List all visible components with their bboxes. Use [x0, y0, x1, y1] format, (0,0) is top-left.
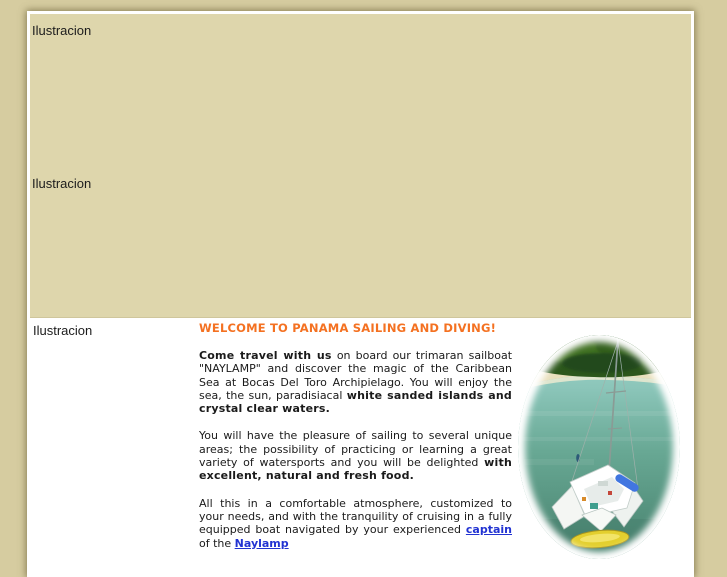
captain-link[interactable]: captain	[465, 523, 512, 537]
naylamp-link[interactable]: Naylamp	[234, 536, 289, 550]
intro-text: on board our trimaran sailboat "NAYLAMP" and discover the magic of the Caribbean Sea at Bocas Del Toro Archipielago. You will enjoy the sea, the sun, paradisiacal	[199, 349, 513, 402]
broken-image-sidebar: Ilustracion	[33, 323, 93, 338]
intro-bold-tail: white sanded islands and crystal clear waters.	[199, 388, 512, 416]
activities-bold-tail: with excellent, natural and fresh food.	[199, 456, 512, 483]
intro-paragraph	[199, 349, 512, 415]
content-area	[30, 318, 691, 574]
page-frame	[27, 11, 694, 577]
sailboat-aerial-photo	[514, 319, 690, 560]
sidebar-cell	[30, 318, 199, 338]
activities-text: You will have the pleasure of sailing to several unique areas; the possibility of practicing or learning a great variety of watersports and you will be delighted	[199, 429, 512, 470]
photo-cell	[512, 318, 691, 560]
broken-image-top-banner: Ilustracion	[32, 23, 92, 38]
intro-bold-lead: Come travel with us	[199, 349, 332, 362]
broken-image-middle-banner: Ilustracion	[32, 176, 92, 191]
activities-paragraph	[199, 429, 512, 482]
article-column	[199, 318, 512, 564]
comfort-text-1: All this in a comfortable atmosphere, customized to your needs, and with the tranquility of cruising in a fully equipped boat navigated by your experienced	[199, 496, 512, 537]
comfort-text-2: of the	[199, 536, 235, 550]
comfort-paragraph	[199, 497, 512, 550]
page-title: WELCOME TO PANAMA SAILING AND DIVING!	[199, 321, 497, 335]
top-banner-area	[30, 14, 691, 318]
